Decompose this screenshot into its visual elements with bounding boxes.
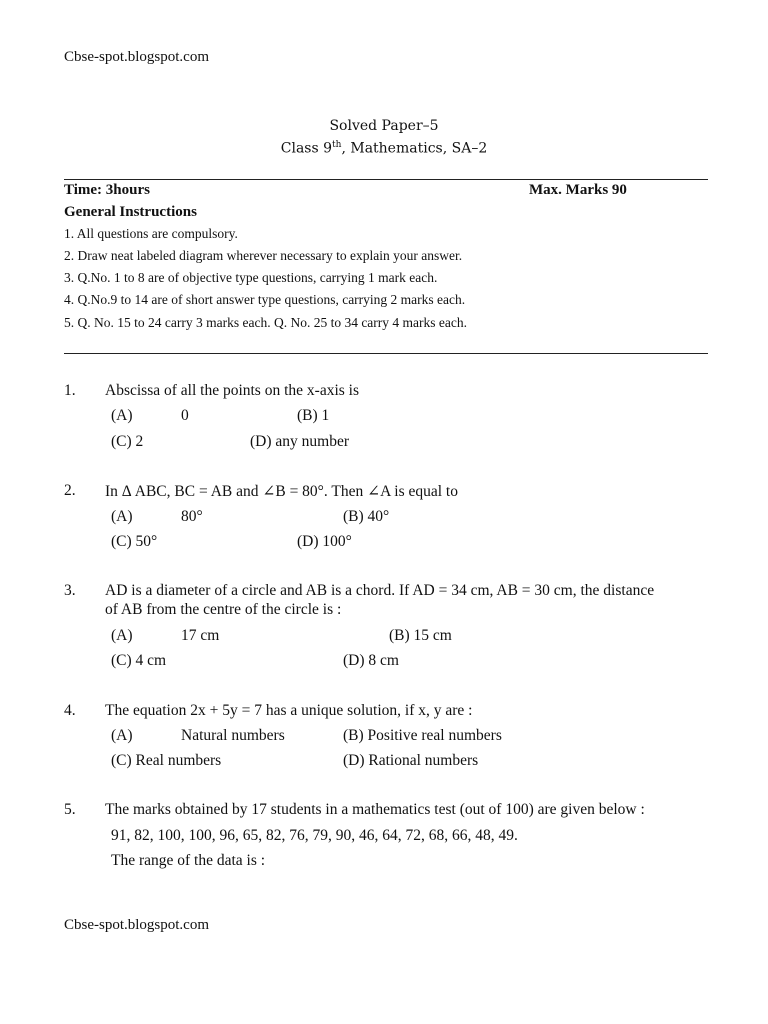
option-a <box>111 508 203 526</box>
option-value: 80° <box>181 508 203 525</box>
option-b: (B) 15 cm <box>389 627 452 644</box>
option-d: (D) any number <box>250 433 349 450</box>
option-a <box>111 727 285 745</box>
option-label: (A) <box>111 627 133 644</box>
instruction-item: 5. Q. No. 15 to 24 carry 3 marks each. Q. No. 25 to 34 carry 4 marks each. <box>64 315 468 330</box>
instruction-item: 1. All questions are compulsory. <box>64 226 238 241</box>
top-rule <box>64 179 708 180</box>
option-b: (B) Positive real numbers <box>343 727 502 744</box>
option-c: (C) 50° <box>111 533 158 550</box>
range-prompt: The range of the data is : <box>111 852 266 869</box>
option-value: Natural numbers <box>181 727 285 744</box>
class-superscript: th <box>332 140 342 150</box>
question-text: In Δ ABC, BC = AB and ∠B = 80°. Then ∠A is equal to <box>105 483 458 500</box>
time-label: Time: 3hours <box>64 182 150 198</box>
option-c: (C) 2 <box>111 433 144 450</box>
option-a <box>111 627 219 645</box>
option-value: 17 cm <box>181 627 220 644</box>
question-text-continued: of AB from the centre of the circle is : <box>105 601 342 618</box>
question-number: 1. <box>64 382 76 399</box>
question-number: 4. <box>64 702 76 719</box>
option-d: (D) 100° <box>297 533 352 550</box>
question-number: 3. <box>64 582 76 599</box>
paper-title: Solved Paper–5 <box>329 118 439 134</box>
option-label: (A) <box>111 407 133 424</box>
question-text: AD is a diameter of a circle and AB is a chord. If AD = 34 cm, AB = 30 cm, the distance <box>105 582 655 599</box>
option-c: (C) Real numbers <box>111 752 222 769</box>
instruction-item: 3. Q.No. 1 to 8 are of objective type questions, carrying 1 mark each. <box>64 270 438 285</box>
header-site-url: Cbse-spot.blogspot.com <box>64 49 209 65</box>
option-b: (B) 1 <box>297 407 330 424</box>
option-b: (B) 40° <box>343 508 390 525</box>
class-label: Class 9 <box>280 140 333 157</box>
option-label: (A) <box>111 508 133 525</box>
option-c: (C) 4 cm <box>111 652 167 669</box>
paper-subtitle <box>0 140 768 157</box>
question-text: The marks obtained by 17 students in a mathematics test (out of 100) are given below : <box>105 801 645 818</box>
question-number: 5. <box>64 801 76 818</box>
option-d: (D) Rational numbers <box>343 752 479 769</box>
subject-label: , Mathematics, SA–2 <box>341 140 488 157</box>
max-marks-label: Max. Marks 90 <box>529 182 627 198</box>
marks-data: 91, 82, 100, 100, 96, 65, 82, 76, 79, 90, 46, 64, 72, 68, 66, 48, 49. <box>111 827 518 844</box>
question-text: The equation 2x + 5y = 7 has a unique solution, if x, y are : <box>105 702 473 719</box>
instructions-rule <box>64 353 708 354</box>
option-a <box>111 407 189 425</box>
question-number: 2. <box>64 482 76 499</box>
option-value: 0 <box>181 407 189 424</box>
instruction-item: 4. Q.No.9 to 14 are of short answer type questions, carrying 2 marks each. <box>64 292 466 307</box>
instructions-heading: General Instructions <box>64 204 197 220</box>
option-d: (D) 8 cm <box>343 652 399 669</box>
instruction-item: 2. Draw neat labeled diagram wherever necessary to explain your answer. <box>64 248 463 263</box>
footer-site-url: Cbse-spot.blogspot.com <box>64 917 209 933</box>
option-label: (A) <box>111 727 133 744</box>
question-text: Abscissa of all the points on the x-axis is <box>105 382 359 399</box>
